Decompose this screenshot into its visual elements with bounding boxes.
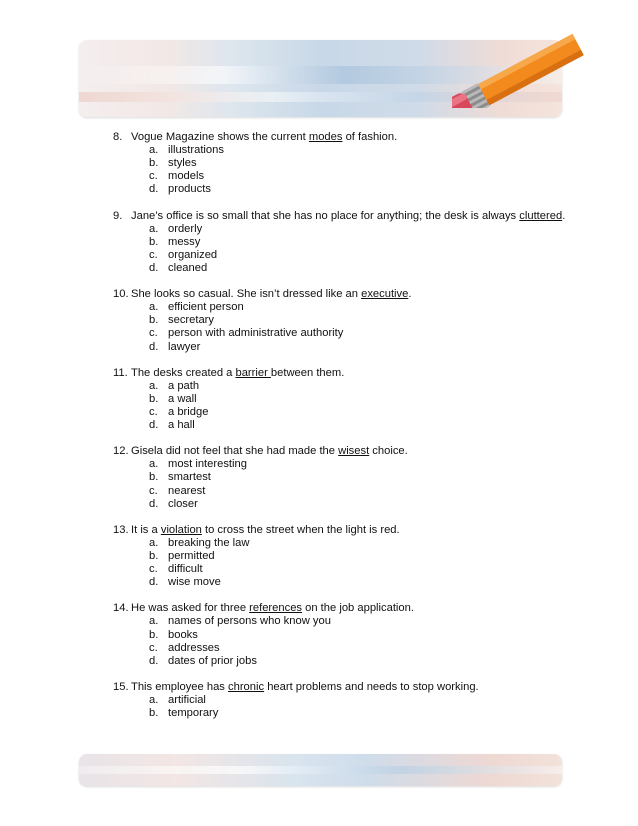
vocabulary-word: modes (308, 131, 343, 143)
question-text: This employee has chronic heart problems and needs to stop working. (131, 680, 479, 693)
question-text: Vogue Magazine shows the current modes of fashion. (131, 131, 398, 143)
answer-option: d. dates of prior jobs (149, 654, 257, 667)
vocabulary-word: barrier (235, 366, 271, 379)
question-item (113, 210, 583, 275)
answer-option: d. wise move (149, 576, 221, 589)
question-item (113, 367, 583, 432)
question-text: She looks so casual. She isn’t dressed like an executive. (131, 288, 412, 301)
answer-option: d. a hall (149, 419, 195, 432)
answer-option: d. cleaned (149, 261, 208, 274)
question-text: He was asked for three references on the job application. (131, 602, 414, 615)
answer-option: b. books (149, 628, 198, 641)
question-number: 8. (113, 131, 123, 143)
answer-option: c. models (149, 170, 205, 183)
answer-option: d. closer (149, 497, 198, 510)
vocabulary-word: references (249, 602, 303, 615)
answer-option: b. permitted (149, 550, 215, 562)
answer-option: a. efficient person (149, 301, 244, 314)
answer-option: b. secretary (149, 314, 215, 327)
answer-option: d. lawyer (149, 340, 201, 353)
answer-option: c. person with administrative authority (149, 327, 344, 340)
question-item (113, 131, 583, 196)
answer-option: c. difficult (149, 563, 203, 576)
answer-option: b. smartest (149, 471, 211, 484)
answer-option: b. temporary (149, 707, 219, 720)
quiz-content (113, 131, 583, 733)
answer-option: c. organized (149, 248, 218, 261)
question-number: 14. (113, 602, 129, 615)
answer-options (113, 615, 583, 667)
question-text: Gisela did not feel that she had made the wisest choice. (131, 445, 408, 458)
answer-options (113, 380, 583, 432)
question-number: 12. (113, 445, 129, 458)
answer-option: b. a wall (149, 392, 197, 405)
question-text: The desks created a barrier between them. (131, 366, 345, 379)
answer-options (113, 223, 583, 275)
answer-option: b. styles (149, 157, 197, 170)
question-item (113, 524, 583, 589)
vocabulary-word: chronic (228, 680, 265, 693)
answer-option: a. names of persons who know you (149, 615, 331, 628)
answer-option: a. illustrations (149, 144, 224, 157)
question-text: It is a violation to cross the street when the light is red. (131, 523, 400, 536)
question-item (113, 445, 583, 510)
question-item (113, 602, 583, 667)
answer-option: b. messy (149, 235, 201, 248)
answer-option: a. a path (149, 379, 200, 392)
question-text: Jane’s office is so small that she has no place for anything; the desk is always cluttered. (131, 209, 566, 222)
answer-options (113, 694, 583, 720)
vocabulary-word: violation (160, 523, 202, 536)
vocabulary-word: executive (361, 288, 409, 301)
question-number: 9. (113, 209, 123, 222)
answer-option: a. orderly (149, 222, 203, 235)
question-number: 15. (113, 680, 129, 693)
footer-banner (79, 754, 562, 786)
question-number: 10. (113, 288, 129, 301)
answer-option: c. a bridge (149, 405, 209, 418)
answer-options (113, 144, 583, 196)
answer-options (113, 301, 583, 353)
vocabulary-word: wisest (338, 445, 370, 458)
answer-options (113, 458, 583, 510)
vocabulary-word: cluttered (519, 209, 563, 222)
answer-option: d. products (149, 183, 211, 196)
question-item (113, 681, 583, 720)
answer-option: a. artificial (149, 694, 206, 707)
answer-option: a. most interesting (149, 458, 247, 471)
question-number: 13. (113, 523, 129, 536)
answer-option: a. breaking the law (149, 536, 250, 549)
answer-options (113, 537, 583, 589)
question-number: 11. (113, 366, 128, 379)
pencil-icon (452, 18, 622, 108)
answer-option: c. addresses (149, 641, 220, 654)
question-item (113, 288, 583, 353)
answer-option: c. nearest (149, 484, 206, 497)
